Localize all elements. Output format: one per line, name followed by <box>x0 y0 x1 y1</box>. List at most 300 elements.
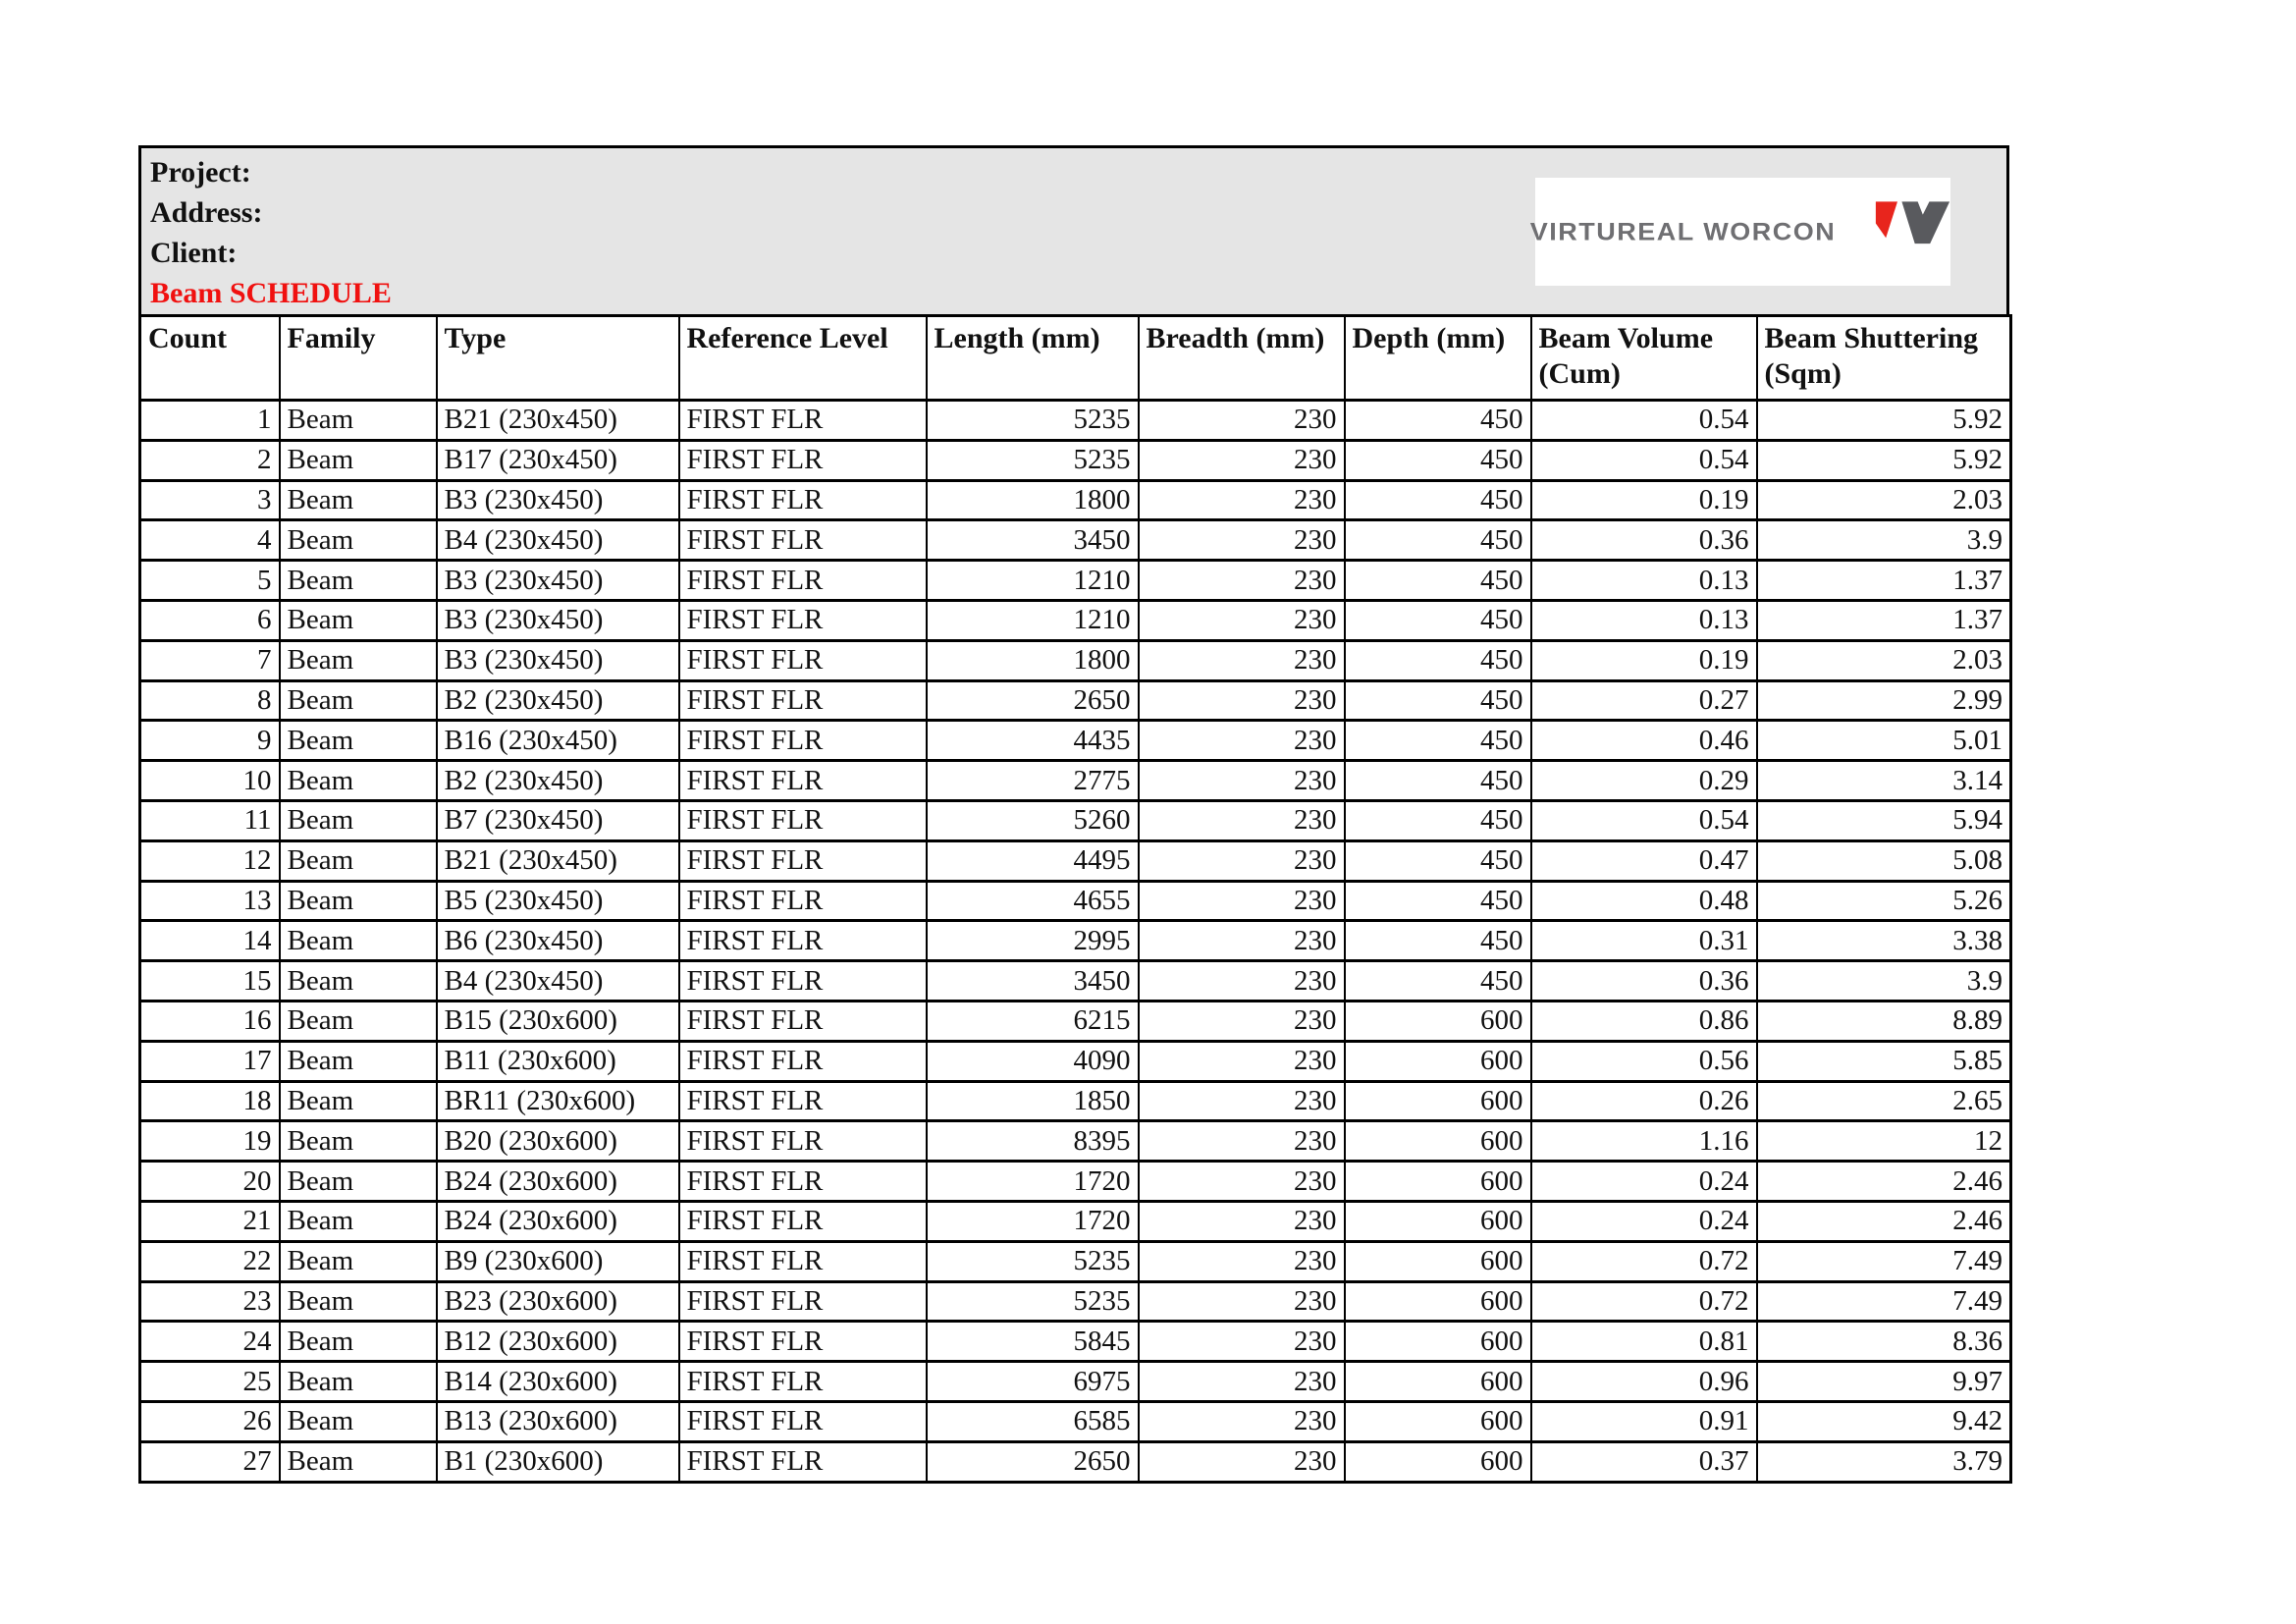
cell-length-mm: 5235 <box>927 401 1139 441</box>
cell-breadth-mm: 230 <box>1139 961 1345 1001</box>
cell-beam-shuttering: 5.92 <box>1757 440 2011 480</box>
cell-beam-shuttering: 3.38 <box>1757 921 2011 961</box>
col-header-line1: Beam Shuttering <box>1764 322 1978 354</box>
client-label: Client: <box>150 237 238 269</box>
cell-beam-shuttering: 1.37 <box>1757 600 2011 640</box>
cell-count: 17 <box>140 1041 280 1081</box>
cell-family: Beam <box>280 1081 437 1121</box>
cell-type: B17 (230x450) <box>437 440 679 480</box>
cell-type: B24 (230x600) <box>437 1162 679 1202</box>
cell-depth-mm: 600 <box>1345 1322 1531 1362</box>
cell-depth-mm: 600 <box>1345 1401 1531 1441</box>
table-row <box>140 440 2011 480</box>
cell-beam-volume: 0.48 <box>1531 881 1757 921</box>
table-row <box>140 1001 2011 1041</box>
company-logo-text: VIRTUREAL WORCON <box>1529 217 1837 245</box>
col-header-breadth-mm <box>1139 316 1345 401</box>
cell-reference-level: FIRST FLR <box>679 561 927 601</box>
cell-beam-shuttering: 3.14 <box>1757 761 2011 801</box>
cell-count: 19 <box>140 1121 280 1162</box>
cell-depth-mm: 600 <box>1345 1081 1531 1121</box>
cell-family: Beam <box>280 640 437 680</box>
table-row <box>140 480 2011 520</box>
cell-beam-shuttering: 8.89 <box>1757 1001 2011 1041</box>
cell-reference-level: FIRST FLR <box>679 1241 927 1281</box>
cell-reference-level: FIRST FLR <box>679 1081 927 1121</box>
cell-length-mm: 5260 <box>927 800 1139 840</box>
cell-reference-level: FIRST FLR <box>679 1322 927 1362</box>
cell-family: Beam <box>280 1441 437 1482</box>
cell-depth-mm: 450 <box>1345 401 1531 441</box>
cell-reference-level: FIRST FLR <box>679 1362 927 1402</box>
cell-type: B4 (230x450) <box>437 520 679 561</box>
cell-family: Beam <box>280 1121 437 1162</box>
cell-length-mm: 1800 <box>927 640 1139 680</box>
cell-beam-shuttering: 2.03 <box>1757 480 2011 520</box>
cell-family: Beam <box>280 1322 437 1362</box>
cell-count: 4 <box>140 520 280 561</box>
cell-beam-volume: 0.47 <box>1531 840 1757 881</box>
col-header-count <box>140 316 280 401</box>
cell-breadth-mm: 230 <box>1139 1241 1345 1281</box>
cell-count: 25 <box>140 1362 280 1402</box>
cell-beam-volume: 0.54 <box>1531 440 1757 480</box>
cell-type: B13 (230x600) <box>437 1401 679 1441</box>
cell-count: 18 <box>140 1081 280 1121</box>
col-header-line1: Reference Level <box>686 322 888 354</box>
cell-family: Beam <box>280 721 437 761</box>
cell-beam-shuttering: 2.99 <box>1757 680 2011 721</box>
cell-depth-mm: 600 <box>1345 1162 1531 1202</box>
table-row <box>140 1162 2011 1202</box>
cell-count: 14 <box>140 921 280 961</box>
cell-beam-shuttering: 5.92 <box>1757 401 2011 441</box>
table-row <box>140 800 2011 840</box>
table-row <box>140 1401 2011 1441</box>
cell-breadth-mm: 230 <box>1139 1201 1345 1241</box>
cell-count: 9 <box>140 721 280 761</box>
cell-reference-level: FIRST FLR <box>679 800 927 840</box>
cell-family: Beam <box>280 401 437 441</box>
cell-family: Beam <box>280 800 437 840</box>
table-row <box>140 1041 2011 1081</box>
cell-breadth-mm: 230 <box>1139 1322 1345 1362</box>
cell-beam-volume: 0.24 <box>1531 1162 1757 1202</box>
cell-depth-mm: 450 <box>1345 761 1531 801</box>
cell-beam-shuttering: 2.65 <box>1757 1081 2011 1121</box>
cell-depth-mm: 600 <box>1345 1281 1531 1322</box>
col-header-line1: Beam Volume <box>1538 322 1714 354</box>
cell-type: B15 (230x600) <box>437 1001 679 1041</box>
table-row <box>140 721 2011 761</box>
cell-type: B3 (230x450) <box>437 600 679 640</box>
cell-depth-mm: 450 <box>1345 721 1531 761</box>
cell-depth-mm: 450 <box>1345 921 1531 961</box>
table-row <box>140 600 2011 640</box>
cell-family: Beam <box>280 680 437 721</box>
cell-breadth-mm: 230 <box>1139 1401 1345 1441</box>
col-header-family <box>280 316 437 401</box>
cell-count: 7 <box>140 640 280 680</box>
col-header-line1: Length (mm) <box>934 322 1100 354</box>
table-row <box>140 1241 2011 1281</box>
cell-beam-shuttering: 5.08 <box>1757 840 2011 881</box>
cell-count: 21 <box>140 1201 280 1241</box>
cell-length-mm: 3450 <box>927 961 1139 1001</box>
col-header-beam-volume <box>1531 316 1757 401</box>
cell-reference-level: FIRST FLR <box>679 721 927 761</box>
beam-schedule-sheet <box>138 145 2009 1484</box>
cell-beam-volume: 0.54 <box>1531 800 1757 840</box>
cell-type: B7 (230x450) <box>437 800 679 840</box>
cell-beam-volume: 0.26 <box>1531 1081 1757 1121</box>
schedule-title: Beam SCHEDULE <box>150 277 392 309</box>
cell-family: Beam <box>280 1162 437 1202</box>
cell-breadth-mm: 230 <box>1139 401 1345 441</box>
cell-type: BR11 (230x600) <box>437 1081 679 1121</box>
cell-family: Beam <box>280 921 437 961</box>
project-label: Project: <box>150 156 251 189</box>
cell-breadth-mm: 230 <box>1139 1362 1345 1402</box>
cell-reference-level: FIRST FLR <box>679 881 927 921</box>
cell-reference-level: FIRST FLR <box>679 840 927 881</box>
cell-breadth-mm: 230 <box>1139 600 1345 640</box>
cell-count: 24 <box>140 1322 280 1362</box>
cell-count: 8 <box>140 680 280 721</box>
cell-family: Beam <box>280 1362 437 1402</box>
cell-length-mm: 1850 <box>927 1081 1139 1121</box>
cell-depth-mm: 600 <box>1345 1001 1531 1041</box>
table-row <box>140 1121 2011 1162</box>
table-row <box>140 1201 2011 1241</box>
cell-depth-mm: 600 <box>1345 1201 1531 1241</box>
address-label: Address: <box>150 196 263 229</box>
cell-type: B16 (230x450) <box>437 721 679 761</box>
cell-family: Beam <box>280 1281 437 1322</box>
cell-breadth-mm: 230 <box>1139 440 1345 480</box>
table-row <box>140 840 2011 881</box>
cell-count: 26 <box>140 1401 280 1441</box>
cell-beam-shuttering: 3.79 <box>1757 1441 2011 1482</box>
cell-beam-volume: 0.46 <box>1531 721 1757 761</box>
cell-length-mm: 5845 <box>927 1322 1139 1362</box>
cell-type: B14 (230x600) <box>437 1362 679 1402</box>
cell-reference-level: FIRST FLR <box>679 1162 927 1202</box>
cell-length-mm: 2775 <box>927 761 1139 801</box>
cell-family: Beam <box>280 1001 437 1041</box>
cell-beam-shuttering: 5.94 <box>1757 800 2011 840</box>
cell-type: B9 (230x600) <box>437 1241 679 1281</box>
cell-family: Beam <box>280 600 437 640</box>
cell-length-mm: 2650 <box>927 680 1139 721</box>
col-header-reference-level <box>679 316 927 401</box>
cell-length-mm: 4655 <box>927 881 1139 921</box>
cell-reference-level: FIRST FLR <box>679 1201 927 1241</box>
cell-count: 16 <box>140 1001 280 1041</box>
cell-type: B21 (230x450) <box>437 840 679 881</box>
cell-length-mm: 1720 <box>927 1201 1139 1241</box>
cell-depth-mm: 450 <box>1345 440 1531 480</box>
cell-depth-mm: 600 <box>1345 1041 1531 1081</box>
table-row <box>140 961 2011 1001</box>
cell-type: B11 (230x600) <box>437 1041 679 1081</box>
cell-beam-volume: 0.24 <box>1531 1201 1757 1241</box>
cell-count: 11 <box>140 800 280 840</box>
cell-length-mm: 4495 <box>927 840 1139 881</box>
cell-reference-level: FIRST FLR <box>679 401 927 441</box>
col-header-line2: (Sqm) <box>1764 357 1842 390</box>
cell-beam-shuttering: 5.85 <box>1757 1041 2011 1081</box>
cell-beam-volume: 0.36 <box>1531 961 1757 1001</box>
cell-length-mm: 4435 <box>927 721 1139 761</box>
cell-reference-level: FIRST FLR <box>679 1441 927 1482</box>
cell-depth-mm: 600 <box>1345 1362 1531 1402</box>
cell-reference-level: FIRST FLR <box>679 1281 927 1322</box>
cell-reference-level: FIRST FLR <box>679 1121 927 1162</box>
col-header-line1: Count <box>148 322 228 354</box>
cell-length-mm: 8395 <box>927 1121 1139 1162</box>
cell-type: B4 (230x450) <box>437 961 679 1001</box>
table-row <box>140 921 2011 961</box>
cell-family: Beam <box>280 881 437 921</box>
cell-beam-shuttering: 1.37 <box>1757 561 2011 601</box>
cell-count: 1 <box>140 401 280 441</box>
col-header-length-mm <box>927 316 1139 401</box>
col-header-line1: Depth (mm) <box>1352 322 1506 354</box>
cell-breadth-mm: 230 <box>1139 1281 1345 1322</box>
cell-breadth-mm: 230 <box>1139 761 1345 801</box>
table-row <box>140 881 2011 921</box>
cell-beam-volume: 0.54 <box>1531 401 1757 441</box>
cell-depth-mm: 450 <box>1345 480 1531 520</box>
cell-type: B24 (230x600) <box>437 1201 679 1241</box>
cell-reference-level: FIRST FLR <box>679 600 927 640</box>
cell-type: B3 (230x450) <box>437 480 679 520</box>
cell-beam-volume: 0.96 <box>1531 1362 1757 1402</box>
cell-family: Beam <box>280 1401 437 1441</box>
cell-beam-volume: 1.16 <box>1531 1121 1757 1162</box>
table-row <box>140 640 2011 680</box>
cell-beam-shuttering: 8.36 <box>1757 1322 2011 1362</box>
table-row <box>140 1441 2011 1482</box>
cell-depth-mm: 450 <box>1345 600 1531 640</box>
cell-breadth-mm: 230 <box>1139 1081 1345 1121</box>
table-row <box>140 761 2011 801</box>
col-header-depth-mm <box>1345 316 1531 401</box>
cell-count: 22 <box>140 1241 280 1281</box>
cell-type: B6 (230x450) <box>437 921 679 961</box>
cell-depth-mm: 450 <box>1345 640 1531 680</box>
table-header-row <box>140 316 2011 401</box>
cell-reference-level: FIRST FLR <box>679 440 927 480</box>
cell-depth-mm: 450 <box>1345 840 1531 881</box>
cell-beam-shuttering: 5.26 <box>1757 881 2011 921</box>
cell-type: B23 (230x600) <box>437 1281 679 1322</box>
cell-beam-volume: 0.19 <box>1531 640 1757 680</box>
cell-type: B2 (230x450) <box>437 761 679 801</box>
cell-length-mm: 1210 <box>927 561 1139 601</box>
cell-breadth-mm: 230 <box>1139 881 1345 921</box>
cell-breadth-mm: 230 <box>1139 721 1345 761</box>
cell-count: 10 <box>140 761 280 801</box>
cell-type: B1 (230x600) <box>437 1441 679 1482</box>
cell-depth-mm: 600 <box>1345 1241 1531 1281</box>
cell-count: 23 <box>140 1281 280 1322</box>
cell-depth-mm: 450 <box>1345 881 1531 921</box>
cell-count: 20 <box>140 1162 280 1202</box>
cell-breadth-mm: 230 <box>1139 640 1345 680</box>
cell-reference-level: FIRST FLR <box>679 480 927 520</box>
cell-beam-shuttering: 3.9 <box>1757 520 2011 561</box>
cell-beam-shuttering: 3.9 <box>1757 961 2011 1001</box>
cell-beam-shuttering: 2.46 <box>1757 1201 2011 1241</box>
cell-reference-level: FIRST FLR <box>679 1401 927 1441</box>
cell-family: Beam <box>280 961 437 1001</box>
cell-reference-level: FIRST FLR <box>679 680 927 721</box>
cell-type: B5 (230x450) <box>437 881 679 921</box>
cell-family: Beam <box>280 1201 437 1241</box>
cell-beam-shuttering: 2.46 <box>1757 1162 2011 1202</box>
cell-count: 2 <box>140 440 280 480</box>
cell-depth-mm: 600 <box>1345 1121 1531 1162</box>
cell-depth-mm: 450 <box>1345 680 1531 721</box>
cell-beam-shuttering: 5.01 <box>1757 721 2011 761</box>
cell-count: 12 <box>140 840 280 881</box>
cell-beam-shuttering: 2.03 <box>1757 640 2011 680</box>
cell-count: 3 <box>140 480 280 520</box>
cell-beam-volume: 0.31 <box>1531 921 1757 961</box>
cell-length-mm: 2650 <box>927 1441 1139 1482</box>
beam-schedule-table <box>138 314 2012 1484</box>
cell-count: 13 <box>140 881 280 921</box>
cell-breadth-mm: 230 <box>1139 680 1345 721</box>
cell-family: Beam <box>280 840 437 881</box>
cell-reference-level: FIRST FLR <box>679 1001 927 1041</box>
cell-beam-volume: 0.36 <box>1531 520 1757 561</box>
cell-family: Beam <box>280 561 437 601</box>
cell-type: B20 (230x600) <box>437 1121 679 1162</box>
info-band <box>138 145 2009 314</box>
cell-beam-volume: 0.13 <box>1531 561 1757 601</box>
cell-beam-volume: 0.86 <box>1531 1001 1757 1041</box>
cell-type: B12 (230x600) <box>437 1322 679 1362</box>
cell-type: B21 (230x450) <box>437 401 679 441</box>
col-header-line1: Type <box>444 322 507 354</box>
cell-beam-volume: 0.19 <box>1531 480 1757 520</box>
cell-length-mm: 5235 <box>927 1241 1139 1281</box>
cell-length-mm: 6975 <box>927 1362 1139 1402</box>
cell-family: Beam <box>280 761 437 801</box>
cell-reference-level: FIRST FLR <box>679 640 927 680</box>
cell-beam-volume: 0.37 <box>1531 1441 1757 1482</box>
cell-length-mm: 1210 <box>927 600 1139 640</box>
cell-family: Beam <box>280 520 437 561</box>
cell-length-mm: 2995 <box>927 921 1139 961</box>
cell-breadth-mm: 230 <box>1139 1001 1345 1041</box>
table-row <box>140 401 2011 441</box>
cell-length-mm: 6585 <box>927 1401 1139 1441</box>
col-header-line1: Breadth (mm) <box>1146 322 1325 354</box>
table-row <box>140 561 2011 601</box>
cell-breadth-mm: 230 <box>1139 921 1345 961</box>
cell-beam-shuttering: 9.97 <box>1757 1362 2011 1402</box>
cell-beam-volume: 0.91 <box>1531 1401 1757 1441</box>
cell-family: Beam <box>280 1241 437 1281</box>
cell-depth-mm: 450 <box>1345 520 1531 561</box>
cell-beam-volume: 0.27 <box>1531 680 1757 721</box>
cell-beam-volume: 0.72 <box>1531 1281 1757 1322</box>
table-row <box>140 1362 2011 1402</box>
cell-depth-mm: 450 <box>1345 561 1531 601</box>
table-row <box>140 1081 2011 1121</box>
company-logo <box>1529 178 1950 286</box>
cell-length-mm: 6215 <box>927 1001 1139 1041</box>
cell-type: B2 (230x450) <box>437 680 679 721</box>
cell-beam-volume: 0.56 <box>1531 1041 1757 1081</box>
cell-reference-level: FIRST FLR <box>679 520 927 561</box>
cell-reference-level: FIRST FLR <box>679 961 927 1001</box>
cell-length-mm: 5235 <box>927 440 1139 480</box>
cell-breadth-mm: 230 <box>1139 561 1345 601</box>
cell-family: Beam <box>280 480 437 520</box>
cell-breadth-mm: 230 <box>1139 840 1345 881</box>
cell-beam-volume: 0.81 <box>1531 1322 1757 1362</box>
cell-length-mm: 4090 <box>927 1041 1139 1081</box>
cell-breadth-mm: 230 <box>1139 480 1345 520</box>
cell-count: 27 <box>140 1441 280 1482</box>
cell-breadth-mm: 230 <box>1139 1041 1345 1081</box>
cell-depth-mm: 450 <box>1345 800 1531 840</box>
cell-count: 15 <box>140 961 280 1001</box>
col-header-line2: (Cum) <box>1538 357 1621 390</box>
col-header-beam-shuttering <box>1757 316 2011 401</box>
cell-family: Beam <box>280 440 437 480</box>
cell-reference-level: FIRST FLR <box>679 1041 927 1081</box>
cell-beam-volume: 0.72 <box>1531 1241 1757 1281</box>
cell-depth-mm: 600 <box>1345 1441 1531 1482</box>
cell-length-mm: 5235 <box>927 1281 1139 1322</box>
cell-beam-volume: 0.29 <box>1531 761 1757 801</box>
cell-reference-level: FIRST FLR <box>679 921 927 961</box>
cell-beam-shuttering: 9.42 <box>1757 1401 2011 1441</box>
cell-reference-level: FIRST FLR <box>679 761 927 801</box>
cell-breadth-mm: 230 <box>1139 800 1345 840</box>
cell-count: 5 <box>140 561 280 601</box>
cell-length-mm: 1720 <box>927 1162 1139 1202</box>
table-row <box>140 1322 2011 1362</box>
w-chevron-logo-icon <box>1840 176 1955 274</box>
cell-count: 6 <box>140 600 280 640</box>
cell-breadth-mm: 230 <box>1139 1441 1345 1482</box>
cell-breadth-mm: 230 <box>1139 1121 1345 1162</box>
cell-type: B3 (230x450) <box>437 640 679 680</box>
table-row <box>140 1281 2011 1322</box>
cell-breadth-mm: 230 <box>1139 1162 1345 1202</box>
table-row <box>140 520 2011 561</box>
cell-beam-shuttering: 7.49 <box>1757 1281 2011 1322</box>
cell-beam-shuttering: 12 <box>1757 1121 2011 1162</box>
col-header-line1: Family <box>287 322 376 354</box>
cell-length-mm: 3450 <box>927 520 1139 561</box>
cell-beam-volume: 0.13 <box>1531 600 1757 640</box>
cell-beam-shuttering: 7.49 <box>1757 1241 2011 1281</box>
cell-type: B3 (230x450) <box>437 561 679 601</box>
cell-family: Beam <box>280 1041 437 1081</box>
col-header-type <box>437 316 679 401</box>
cell-length-mm: 1800 <box>927 480 1139 520</box>
cell-depth-mm: 450 <box>1345 961 1531 1001</box>
table-row <box>140 680 2011 721</box>
